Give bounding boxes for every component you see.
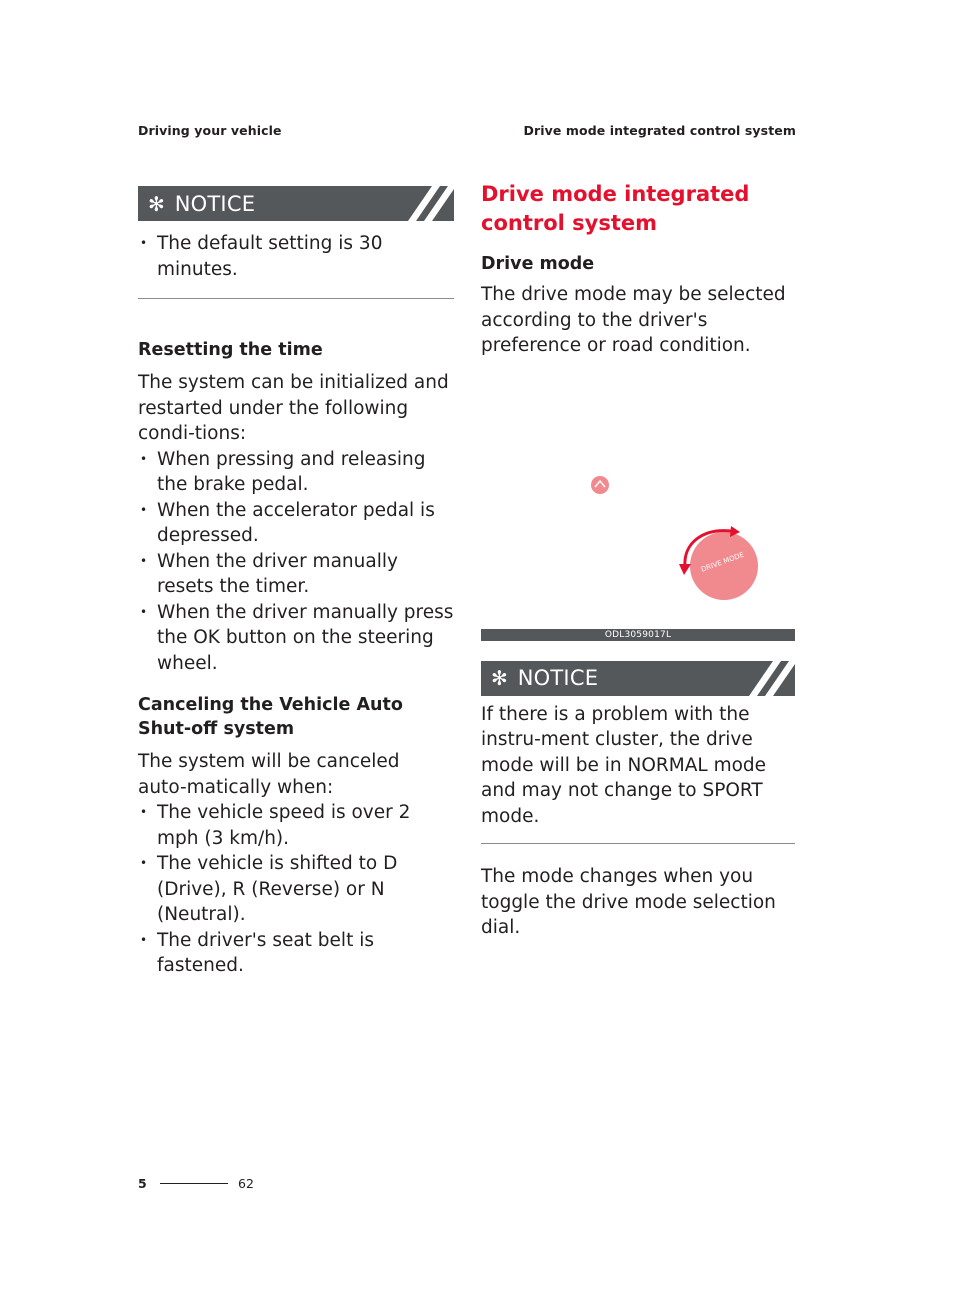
notice-divider	[481, 843, 795, 844]
notice-text: If there is a problem with the instru-ment cluster, the drive mode will be in NORMAL mode and may not change to SPORT mode.	[481, 703, 767, 827]
drive-mode-dial-figure	[481, 471, 795, 629]
notice-title: NOTICE	[174, 191, 256, 216]
svg-text:DRIVE MODE: DRIVE MODE	[700, 550, 746, 574]
drive-mode-heading: Drive mode	[481, 254, 595, 274]
list-item: • The driver's seat belt is fastened.	[138, 928, 454, 979]
list-item: • The vehicle is shifted to D (Drive), R (Reverse) or N (Neutral).	[138, 851, 454, 928]
list-item: • When pressing and releasing the brake pedal.	[138, 447, 454, 498]
canceling-heading: Canceling the Vehicle Auto Shut-off system	[138, 695, 403, 739]
footer-divider	[160, 1183, 228, 1184]
footer-page-number: 62	[238, 1176, 254, 1191]
list-item: • When the driver manually press the OK button on the steering wheel.	[138, 600, 454, 677]
running-header-section: Drive mode integrated control system	[523, 123, 796, 138]
canceling-intro: The system will be canceled auto-matically when:	[138, 751, 400, 798]
resetting-bullet-list	[138, 447, 454, 677]
notice-divider	[138, 298, 454, 299]
notice-bullet-list	[138, 231, 454, 282]
notice-banner	[138, 186, 454, 221]
list-item: • When the accelerator pedal is depressed.	[138, 498, 454, 549]
resetting-heading: Resetting the time	[138, 340, 323, 360]
notice-stripes-icon	[735, 661, 795, 696]
notice-banner	[481, 661, 795, 696]
closing-text: The mode changes when you toggle the drive mode selection dial.	[481, 866, 776, 938]
notice-stripes-icon	[394, 186, 454, 221]
notice-star-icon: ✻	[148, 191, 165, 216]
drive-mode-indicator-icon	[591, 476, 609, 494]
running-header-chapter: Driving your vehicle	[138, 123, 282, 138]
right-column	[481, 180, 795, 941]
list-item: • The default setting is 30 minutes.	[138, 231, 454, 282]
figure-code: ODL3059017L	[481, 629, 795, 641]
resetting-intro: The system can be initialized and restarted under the following condi-tions:	[138, 372, 449, 444]
drive-mode-text: The drive mode may be selected according to the driver's preference or road condition.	[481, 284, 786, 356]
drive-mode-dial-illustration	[481, 471, 795, 629]
footer-section-number: 5	[138, 1176, 147, 1191]
left-column	[138, 186, 454, 979]
list-item: • When the driver manually resets the timer.	[138, 549, 454, 600]
section-title: Drive mode integrated control system	[481, 182, 750, 235]
canceling-bullet-list	[138, 800, 454, 979]
list-item: • The vehicle speed is over 2 mph (3 km/h).	[138, 800, 454, 851]
notice-title: NOTICE	[517, 666, 599, 690]
notice-star-icon: ✻	[491, 666, 508, 690]
